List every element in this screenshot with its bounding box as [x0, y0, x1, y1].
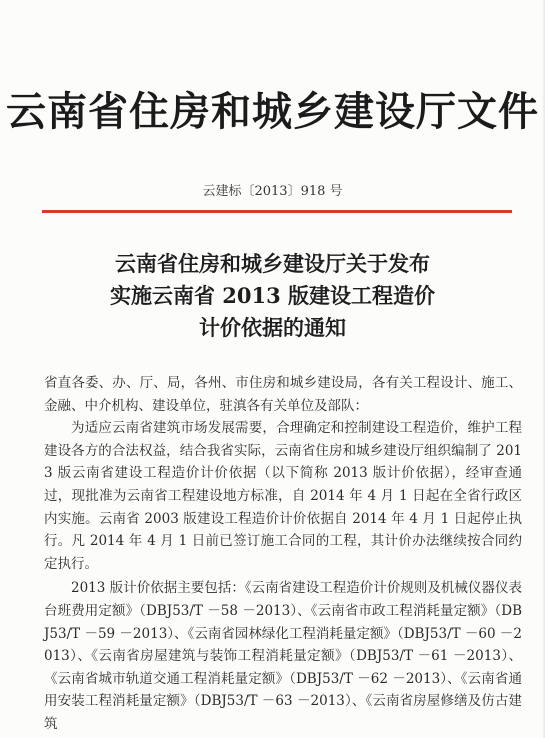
red-header-rule	[42, 210, 512, 213]
document-number: 云建标〔2013〕918 号	[202, 184, 343, 199]
notice-title-line-3: 计价依据的通知	[199, 315, 346, 340]
body-paragraph-2: 2013 版计价依据主要包括：《云南省建设工程造价计价规则及机械仪器仪表台班费用定额》（DBJ53/T －58 －2013）、《云南省市政工程消耗量定额》（DBJ53/T －59 －2013）、《云南省园林绿化工程消耗量定额》（DBJ53/T －60 －2013）、《云南省房屋建筑与装饰工程消耗量定额》（DBJ53/T －61 －2013）、《云南省城市轨道交通工程消耗量定额》（DBJ53/T －62 －2013）、《云南省通用安装工程消耗量定额》（DBJ53/T －63 －2013）、《云南省房屋修缮及仿古建筑	[44, 580, 522, 732]
notice-title-line-2: 实施云南省 2013 版建设工程造价	[109, 283, 436, 308]
notice-title	[0, 248, 545, 344]
document-header-title: 云南省住房和城乡建设厅文件	[6, 88, 539, 135]
document-body	[44, 372, 522, 736]
notice-title-line-1: 云南省住房和城乡建设厅关于发布	[115, 251, 430, 276]
body-paragraph-1: 为适应云南省建筑市场发展需要，合理确定和控制建设工程造价，维护工程建设各方的合法权益，结合我省实际，云南省住房和城乡建设厅组织编制了 2013 版云南省建设工程造价计价依据（以下简称 2013 版计价依据），经审查通过，现批准为云南省工程建设地方标准，自 2014 年 4 月 1 日起在全省行政区内实施。云南省 2003 版建设工程造价计价依据自 2014 年 4 月 1 日起停止执行。凡 2014 年 4 月 1 日前已签订施工合同的工程，其计价办法继续按合同约定执行。	[44, 420, 522, 572]
salutation: 省直各委、办、厅、局，各州、市住房和城乡建设局，各有关工程设计、施工、金融、中介机构、建设单位，驻滇各有关单位及部队：	[44, 375, 522, 414]
